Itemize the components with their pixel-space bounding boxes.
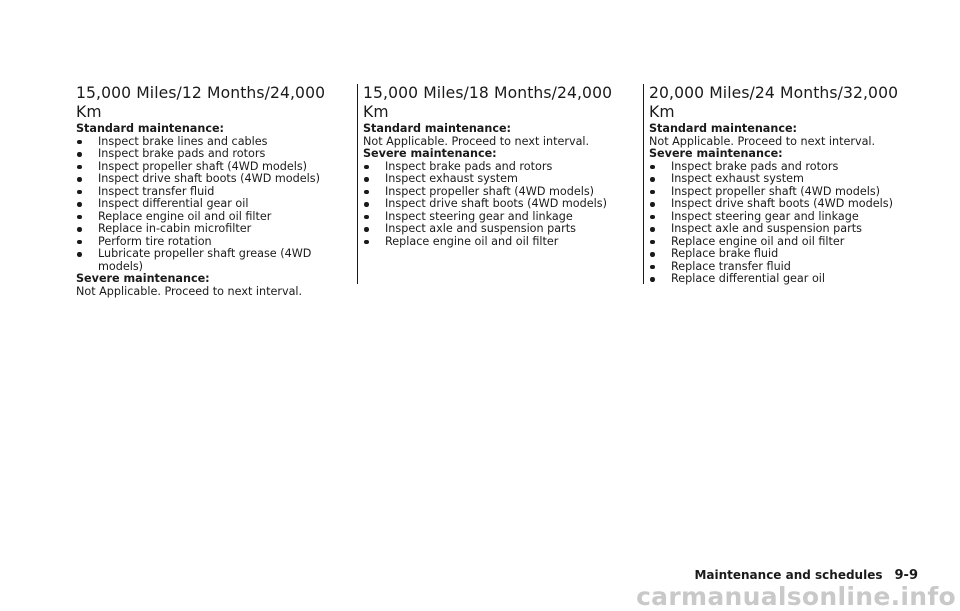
- list-item: [649, 273, 911, 286]
- list-item-text: Inspect brake pads and rotors: [385, 159, 553, 173]
- bullet-icon: [364, 227, 369, 232]
- list-item-text: Replace transfer fluid: [671, 259, 791, 273]
- bullet-icon: [364, 190, 369, 195]
- severe-maintenance-list: [363, 161, 625, 249]
- standard-maintenance-text: Not Applicable. Proceed to next interval.: [363, 134, 590, 148]
- interval-heading: 15,000 Miles/12 Months/24,000 Km: [76, 84, 326, 121]
- list-item-text: Inspect steering gear and linkage: [671, 209, 859, 223]
- standard-maintenance-label: Standard maintenance:: [649, 122, 798, 135]
- severe-maintenance-list: [649, 161, 911, 286]
- bullet-icon: [364, 165, 369, 170]
- list-item-text: Inspect steering gear and linkage: [385, 209, 573, 223]
- watermark-logo: carmanualsonline.info: [636, 582, 956, 611]
- bullet-icon: [77, 177, 82, 182]
- bullet-icon: [364, 177, 369, 182]
- list-item-text: Inspect drive shaft boots (4WD models): [671, 197, 893, 210]
- list-item-text: Replace in-cabin microfilter: [98, 222, 252, 235]
- list-item-text: Replace differential gear oil: [671, 272, 826, 285]
- bullet-icon: [650, 277, 655, 282]
- bullet-icon: [77, 140, 82, 145]
- list-item: [363, 236, 625, 249]
- bullet-icon: [364, 202, 369, 207]
- bullet-icon: [364, 240, 369, 245]
- bullet-icon: [77, 227, 82, 232]
- list-item-text: Lubricate propeller shaft grease (4WD models): [98, 247, 312, 273]
- standard-maintenance-text: Not Applicable. Proceed to next interval.: [649, 134, 876, 148]
- column-divider: [357, 84, 358, 284]
- list-item-text: Inspect brake pads and rotors: [671, 159, 839, 173]
- list-item-text: Inspect propeller shaft (4WD models): [385, 184, 595, 198]
- list-item: [76, 248, 348, 273]
- bullet-icon: [650, 265, 655, 270]
- list-item-text: Inspect brake lines and cables: [98, 134, 268, 148]
- list-item-text: Inspect propeller shaft (4WD models): [98, 159, 308, 173]
- list-item-text: Inspect drive shaft boots (4WD models): [385, 197, 607, 210]
- standard-maintenance-label: Standard maintenance:: [363, 122, 512, 135]
- interval-column-2: [363, 84, 625, 248]
- list-item-text: Inspect axle and suspension parts: [671, 222, 862, 235]
- bullet-icon: [77, 215, 82, 220]
- standard-maintenance-list: [76, 136, 348, 274]
- interval-column-1: [76, 84, 348, 298]
- list-item-text: Replace engine oil and oil filter: [671, 234, 845, 248]
- column-divider: [643, 84, 644, 284]
- list-item-text: Inspect axle and suspension parts: [385, 222, 576, 235]
- bullet-icon: [650, 190, 655, 195]
- severe-maintenance-label: Severe maintenance:: [76, 272, 210, 285]
- bullet-icon: [77, 165, 82, 170]
- bullet-icon: [77, 240, 82, 245]
- bullet-icon: [650, 202, 655, 207]
- list-item-text: Replace brake fluid: [671, 247, 779, 260]
- page-number: 9-9: [894, 568, 918, 583]
- bullet-icon: [650, 165, 655, 170]
- section-title: Maintenance and schedules: [694, 568, 883, 582]
- bullet-icon: [650, 240, 655, 245]
- bullet-icon: [650, 215, 655, 220]
- list-item-text: Inspect drive shaft boots (4WD models): [98, 172, 320, 185]
- bullet-icon: [650, 227, 655, 232]
- list-item-text: Inspect exhaust system: [385, 172, 518, 185]
- bullet-icon: [77, 190, 82, 195]
- list-item-text: Inspect brake pads and rotors: [98, 147, 266, 160]
- list-item-text: Inspect propeller shaft (4WD models): [671, 184, 881, 198]
- bullet-icon: [650, 252, 655, 257]
- bullet-icon: [77, 202, 82, 207]
- severe-maintenance-label: Severe maintenance:: [649, 147, 783, 160]
- bullet-icon: [650, 177, 655, 182]
- list-item-text: Inspect exhaust system: [671, 172, 804, 185]
- list-item-text: Perform tire rotation: [98, 234, 212, 248]
- severe-maintenance-label: Severe maintenance:: [363, 147, 497, 160]
- page-footer: [694, 568, 918, 583]
- bullet-icon: [77, 152, 82, 157]
- list-item-text: Inspect transfer fluid: [98, 184, 215, 198]
- interval-heading: 20,000 Miles/24 Months/32,000 Km: [649, 84, 899, 121]
- interval-column-3: [649, 84, 911, 286]
- severe-maintenance-text: Not Applicable. Proceed to next interval.: [76, 284, 303, 298]
- list-item-text: Replace engine oil and oil filter: [98, 209, 272, 223]
- bullet-icon: [364, 215, 369, 220]
- list-item-text: Replace engine oil and oil filter: [385, 234, 559, 248]
- list-item-text: Inspect differential gear oil: [98, 197, 249, 210]
- bullet-icon: [77, 252, 82, 257]
- interval-heading: 15,000 Miles/18 Months/24,000 Km: [363, 84, 613, 121]
- standard-maintenance-label: Standard maintenance:: [76, 122, 225, 135]
